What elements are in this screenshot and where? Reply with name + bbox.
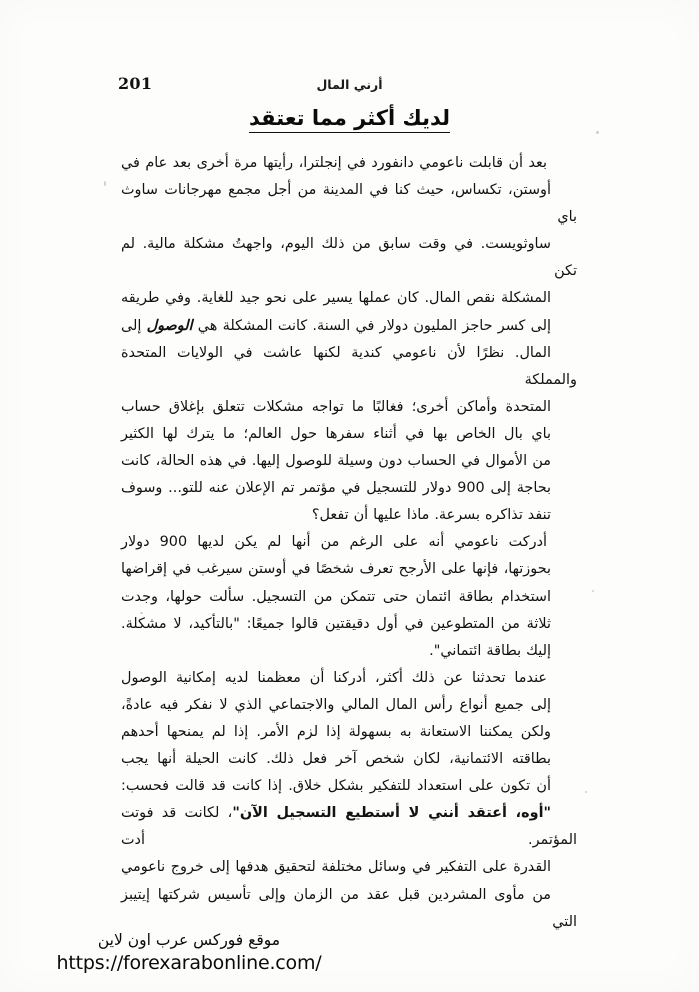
running-head: [0, 74, 699, 100]
chapter-title: [0, 106, 699, 133]
running-head-title: أرني المال: [316, 77, 383, 92]
scan-speck: [585, 791, 587, 793]
text-line: ولكن يمكننا الاستعانة به بسهولة إذا لزم الأمر. إذا لم يمنحها أحدهم: [121, 723, 551, 740]
text-line: المتحدة وأماكن أخرى؛ فغالبًا ما تواجه مشكلات تتعلق بإغلاق حساب: [121, 398, 551, 415]
text-line: إليك بطاقة ائتماني".: [429, 642, 551, 659]
text-line: استخدام بطاقة ائتمان حتى تتمكن من التسجيل. سألت حولها، وجدت: [121, 588, 551, 605]
paragraph-1: [121, 150, 577, 529]
text-line: أدركت ناعومي أنه على الرغم من أنها لم يكن لديها 900 دولار: [121, 534, 547, 551]
scan-speck: [592, 590, 594, 592]
text-line: تنفد تذاكره بسرعة. ماذا عليها أن تفعل؟: [311, 507, 551, 524]
text-line: من مأوى المشردين قبل عقد من الزمان وإلى تأسيس شركتها إيتيبز التي: [121, 886, 577, 930]
paragraph-3: [121, 665, 577, 936]
page-number: 201: [118, 74, 153, 93]
watermark-arabic-text: موقع فوركس عرب اون لاين: [97, 931, 281, 949]
watermark: [24, 931, 354, 974]
text-line: بعد أن قابلت ناعومي دانفورد في إنجلترا، رأيتها مرة أخرى بعد عام في: [121, 155, 547, 171]
watermark-url: https://forexarabonline.com/: [56, 952, 322, 974]
text-line: المال. نظرًا لأن ناعومي كندية لكنها عاشت في الولايات المتحدة والمملكة: [121, 344, 577, 388]
text-line: باي بال الخاص بها في أثناء سفرها حول العالم؛ ما يترك لها الكثير: [121, 425, 551, 442]
text-line: بطاقته الائتمانية، لكان شخص آخر فعل ذلك. كانت الحيلة أنها يجب: [121, 751, 551, 768]
text-line: أوستن، تكساس، حيث كنا في المدينة من أجل مجمع مهرجانات ساوث باي: [121, 182, 577, 226]
text-line: من الأموال في الحساب دون وسيلة للوصول إليها. في هذه الحالة، كانت: [121, 453, 551, 470]
text-line: أن تكون على استعداد للتفكير بشكل خلاق. إذا كانت قد قالت فحسب:: [121, 778, 551, 795]
text-line: ثلاثة من المتطوعين في أول دقيقتين قالوا جميعًا: "بالتأكيد، لا مشكلة.: [121, 615, 551, 632]
scan-speck: [104, 181, 106, 186]
text-line: إلى كسر حاجز المليون دولار في السنة. كانت المشكلة هي الوصول إلى: [121, 317, 552, 334]
text-line: عندما تحدثنا عن ذلك أكثر، أدركنا أن معظمنا لديه إمكانية الوصول: [121, 669, 547, 686]
text-line: القدرة على التفكير في وسائل مختلفة لتحقيق هدفها إلى خروج ناعومي: [121, 859, 551, 876]
paragraph-2: [121, 529, 577, 664]
text-line: إلى جميع أنواع رأس المال المالي والاجتماعي الذي لا نفكر فيه عادةً،: [121, 696, 551, 713]
body-text: [121, 150, 577, 936]
text-line: ساوثويست. في وقت سابق من ذلك اليوم، واجهتُ مشكلة مالية. لم تكن: [121, 236, 577, 280]
chapter-title-text: لديك أكثر مما تعتقد: [249, 106, 450, 133]
text-line: المشكلة نقص المال. كان عملها يسير على نحو جيد للغاية. وفي طريقه: [121, 290, 551, 307]
text-line: "أوه، أعتقد أنني لا أستطيع التسجيل الآن"، لكانت قد فوتت المؤتمر. أدت: [121, 805, 577, 849]
text-line: بحاجة إلى 900 دولار للتسجيل في مؤتمر تم الإعلان عنه للتو... وسوف: [121, 480, 551, 497]
text-line: بحوزتها، فإنها على الأرجح تعرف شخصًا في أوستن سيرغب في إقراضها: [121, 561, 551, 578]
